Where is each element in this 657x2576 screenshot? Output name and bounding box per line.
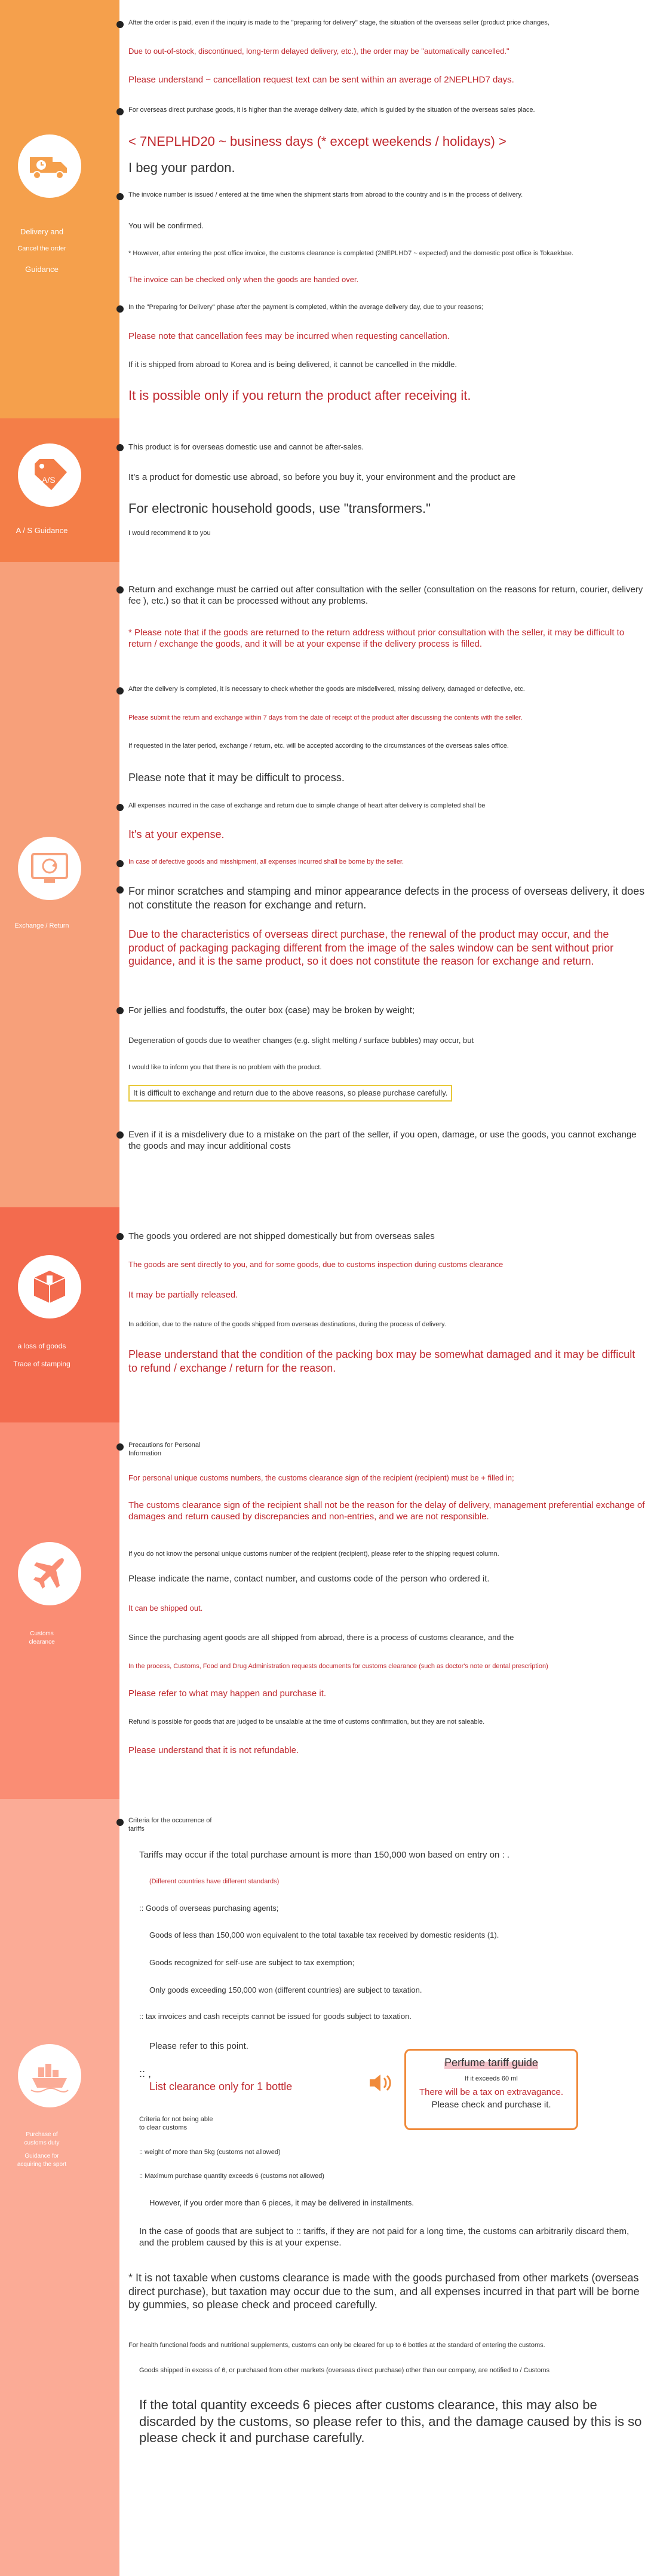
exchange-line-14: It is difficult to exchange and return due to the above reasons, so please purchase carefully. <box>128 1085 452 1102</box>
tariff-line-9: :: , <box>139 2067 152 2079</box>
speaker-icon <box>367 2071 395 2098</box>
delivery-sidebar <box>0 0 119 418</box>
loss-line-2: It may be partially released. <box>128 1290 238 1300</box>
delivery-line-5: I beg your pardon. <box>128 160 235 175</box>
customs-line-1: For personal unique customs numbers, the customs clearance sign of the recipient (recipient) must be + filled in; <box>128 1473 514 1482</box>
customs-line-7: In the process, Customs, Food and Drug Administration requests documents for customs clearance (such as doctor's note or dental prescription) <box>128 1663 548 1670</box>
delivery-line-10: In the "Preparing for Delivery" phase after the payment is completed, within the average delivery day, due to your reasons; <box>128 304 645 312</box>
customs-label-1: Customs <box>30 1630 54 1637</box>
exchange-line-7: It's at your expense. <box>128 828 225 840</box>
customs-line-0: Precautions for Personal Information <box>128 1442 206 1458</box>
customs-line-10: Please understand that it is not refundable. <box>128 1745 299 1755</box>
perfume-callout-line2: Please check and purchase it. <box>431 2100 551 2110</box>
as-sidebar <box>0 418 119 562</box>
tariff-section <box>0 1799 657 2576</box>
delivery-line-2: Please understand ~ cancellation request text can be sent within an average of 2NEPLHD7 days. <box>128 75 514 85</box>
exchange-line-5: Please note that it may be difficult to process. <box>128 772 345 784</box>
customs-line-3: If you do not know the personal unique customs number of the recipient (recipient), please refer to the shipping request column. <box>128 1550 499 1558</box>
delivery-line-1: Due to out-of-stock, discontinued, long-term delayed delivery, etc.), the order may be "automatically cancelled." <box>128 47 509 56</box>
tariff-line-4: Goods of less than 150,000 won equivalent to the total taxable tax received by domestic residents (1). <box>149 1931 499 1939</box>
exchange-line-3: Please submit the return and exchange within 7 days from the date of receipt of the product after discussing the contents with the seller. <box>128 714 523 721</box>
tariff-line-3: :: Goods of overseas purchasing agents; <box>139 1904 279 1913</box>
exchange-section <box>0 562 657 1207</box>
customs-sidebar <box>0 1422 119 1799</box>
delivery-truck-icon <box>18 134 81 198</box>
customs-line-9: Refund is possible for goods that are judged to be unsalable at the time of customs confirmation, but they are not saleable. <box>128 1718 485 1726</box>
delivery-line-6: The invoice number is issued / entered at the time when the shipment starts from abroad to the country and is in the process of delivery. <box>128 191 645 200</box>
loss-section <box>0 1207 657 1422</box>
loss-line-0: The goods you ordered are not shipped domestically but from overseas sales <box>128 1231 645 1243</box>
tariff-label-4: acquiring the sport <box>17 2161 67 2168</box>
loss-line-1: The goods are sent directly to you, and for some goods, due to customs inspection during customs clearance <box>128 1260 504 1269</box>
customs-label-2: clearance <box>29 1639 55 1645</box>
svg-text:A/S: A/S <box>42 475 56 485</box>
customs-line-4: Please indicate the name, contact number, and customs code of the person who ordered it. <box>128 1574 490 1584</box>
exchange-line-9: For minor scratches and stamping and minor appearance defects in the process of overseas delivery, it does not constitute the reason for exchange and return. <box>128 885 645 911</box>
loss-label-2: Trace of stamping <box>13 1360 70 1368</box>
delivery-label-3: Guidance <box>25 265 59 274</box>
tariff-sidebar <box>0 1799 119 2576</box>
delivery-line-7: You will be confirmed. <box>128 221 204 230</box>
loss-line-3: In addition, due to the nature of the goods shipped from overseas destinations, during the process of delivery. <box>128 1321 446 1328</box>
tariff-line-8: Please refer to this point. <box>149 2041 248 2051</box>
delivery-line-13: It is possible only if you return the product after receiving it. <box>128 388 471 403</box>
as-tag-icon <box>18 443 81 507</box>
exchange-line-10: Due to the characteristics of overseas direct purchase, the renewal of the product may occur, and the product of packaging packaging different from the image of the sales window can be sent without prior guidance, and it is the same product, so it does not constitute the reason for exchange and return. <box>128 928 614 967</box>
customs-line-6: Since the purchasing agent goods are all shipped from abroad, there is a process of customs clearance, and the <box>128 1633 514 1642</box>
customs-line-5: It can be shipped out. <box>128 1604 203 1613</box>
delivery-section <box>0 0 657 418</box>
as-line-2: For electronic household goods, use "transformers." <box>128 501 431 516</box>
tariff-line-7: :: tax invoices and cash receipts cannot be issued for goods subject to taxation. <box>139 2012 412 2021</box>
exchange-line-15: Even if it is a misdelivery due to a mistake on the part of the seller, if you open, damage, or use the goods, you cannot exchange the goods and may incur additional costs <box>128 1130 645 1152</box>
as-line-0: This product is for overseas domestic use and cannot be after-sales. <box>128 442 645 452</box>
exchange-line-0: Return and exchange must be carried out after consultation with the seller (consultation on the reasons for return, courier, delivery fee ), etc.) so that it can be processed without any problems. <box>128 585 645 607</box>
delivery-line-12: If it is shipped from abroad to Korea and is being delivered, it cannot be cancelled in the middle. <box>128 360 457 369</box>
as-line-1: It's a product for domestic use abroad, so before you buy it, your environment and the product are <box>128 472 516 482</box>
perfume-callout-sub: If it exceeds 60 ml <box>465 2075 518 2082</box>
tariff-line-18: Goods shipped in excess of 6, or purchased from other markets (overseas direct purchase) other than our company, are notified to / Customs <box>139 2367 550 2374</box>
as-label: A / S Guidance <box>16 526 68 535</box>
cargo-ship-icon <box>18 2044 81 2107</box>
perfume-callout-line1: There will be a tax on extravagance. <box>419 2087 563 2097</box>
exchange-notice-box <box>128 1085 645 1102</box>
tariff-line-14: However, if you order more than 6 pieces, it may be delivered in installments. <box>149 2198 414 2207</box>
exchange-line-13: I would like to inform you that there is no problem with the product. <box>128 1064 322 1071</box>
customs-section <box>0 1422 657 1799</box>
as-line-3: I would recommend it to you <box>128 530 211 537</box>
delivery-label-2: Cancel the order <box>17 245 66 252</box>
tariff-line-0: Criteria for the occurrence of tariffs <box>128 1817 218 1834</box>
tariff-line-12: :: weight of more than 5kg (customs not allowed) <box>139 2149 281 2156</box>
package-box-icon <box>18 1255 81 1318</box>
customs-line-8: Please refer to what may happen and purchase it. <box>128 1688 327 1699</box>
tariff-label-3: Guidance for <box>24 2153 59 2159</box>
perfume-callout <box>404 2049 578 2130</box>
as-section <box>0 418 657 562</box>
tariff-label-2: customs duty <box>24 2140 60 2146</box>
exchange-line-1: * Please note that if the goods are returned to the return address without prior consultation with the seller, it may be difficult to return / exchange the goods, and it will be at your expense if the delivery process is filled. <box>128 628 625 649</box>
exchange-line-4: If requested in the later period, exchange / return, etc. will be accepted according to the circumstances of the overseas sales office. <box>128 742 509 749</box>
tariff-label-1: Purchase of <box>26 2131 58 2138</box>
exchange-label: Exchange / Return <box>14 922 69 929</box>
exchange-line-11: For jellies and foodstuffs, the outer box (case) may be broken by weight; <box>128 1005 645 1017</box>
delivery-line-4: < 7NEPLHD20 ~ business days (* except weekends / holidays) > <box>128 134 506 149</box>
airplane-icon <box>18 1542 81 1605</box>
delivery-line-9: The invoice can be checked only when the goods are handed over. <box>128 275 359 284</box>
exchange-line-2: After the delivery is completed, it is necessary to check whether the goods are misdelivered, missing delivery, damaged or defective, etc. <box>128 686 645 694</box>
exchange-cycle-icon <box>18 837 81 900</box>
tariff-line-10: List clearance only for 1 bottle <box>149 2081 293 2092</box>
tariff-line-13: :: Maximum purchase quantity exceeds 6 (customs not allowed) <box>139 2173 324 2180</box>
tariff-line-17: For health functional foods and nutritional supplements, customs can only be cleared for up to 6 bottles at the standard of entering the customs. <box>128 2342 545 2349</box>
tariff-line-15: In the case of goods that are subject to :: tariffs, if they are not paid for a long time, the customs can arbitrarily discard them, and the problem caused by this is at your expense. <box>139 2226 630 2248</box>
tariff-line-5: Goods recognized for self-use are subject to tax exemption; <box>149 1958 355 1967</box>
delivery-line-11: Please note that cancellation fees may be incurred when requesting cancellation. <box>128 331 450 341</box>
tariff-line-2: (Different countries have different standards) <box>149 1878 280 1885</box>
tariff-line-19: If the total quantity exceeds 6 pieces after customs clearance, this may also be discarded by the customs, so please refer to this, and the damage caused by this is so please check it and purchase carefully. <box>139 2397 642 2445</box>
delivery-line-8: * However, after entering the post office invoice, the customs clearance is completed (2NEPLHD7 ~ expected) and the domestic post office is Tokaekbae. <box>128 250 574 257</box>
delivery-label-1: Delivery and <box>20 227 64 236</box>
loss-label-1: a loss of goods <box>17 1342 66 1350</box>
exchange-sidebar <box>0 562 119 1207</box>
delivery-line-0: After the order is paid, even if the inquiry is made to the "preparing for delivery" stage, the situation of the overseas seller (product price changes, <box>128 19 645 27</box>
tariff-line-11: Criteria for not being able to clear customs <box>139 2116 213 2131</box>
loss-sidebar <box>0 1207 119 1422</box>
loss-line-4: Please understand that the condition of the packing box may be somewhat damaged and it may be difficult to refund / exchange / return for the reason. <box>128 1348 635 1374</box>
exchange-line-12: Degeneration of goods due to weather changes (e.g. slight melting / surface bubbles) may occur, but <box>128 1036 474 1045</box>
tariff-line-6: Only goods exceeding 150,000 won (different countries) are subject to taxation. <box>149 1985 422 1994</box>
customs-line-2: The customs clearance sign of the recipient shall not be the reason for the delay of delivery, management preferential exchange of damages and return caused by discrepancies and non-entries, and we are not responsible. <box>128 1500 645 1522</box>
delivery-line-3: For overseas direct purchase goods, it is higher than the average delivery date, which is guided by the situation of the overseas sales place. <box>128 106 645 115</box>
perfume-callout-title: Perfume tariff guide <box>444 2057 538 2069</box>
tariff-line-16: * It is not taxable when customs clearance is made with the goods purchased from other markets (overseas direct purchase), but taxation may occur due to the sum, and all expenses incurred in that part will be borne by gummies, so please check and proceed carefully. <box>128 2272 640 2311</box>
tariff-line-1: Tariffs may occur if the total purchase amount is more than 150,000 won based on entry on : . <box>139 1850 510 1860</box>
exchange-line-8: In case of defective goods and misshipment, all expenses incurred shall be borne by the seller. <box>128 858 645 867</box>
exchange-line-6: All expenses incurred in the case of exchange and return due to simple change of heart after delivery is completed shall be <box>128 802 645 810</box>
